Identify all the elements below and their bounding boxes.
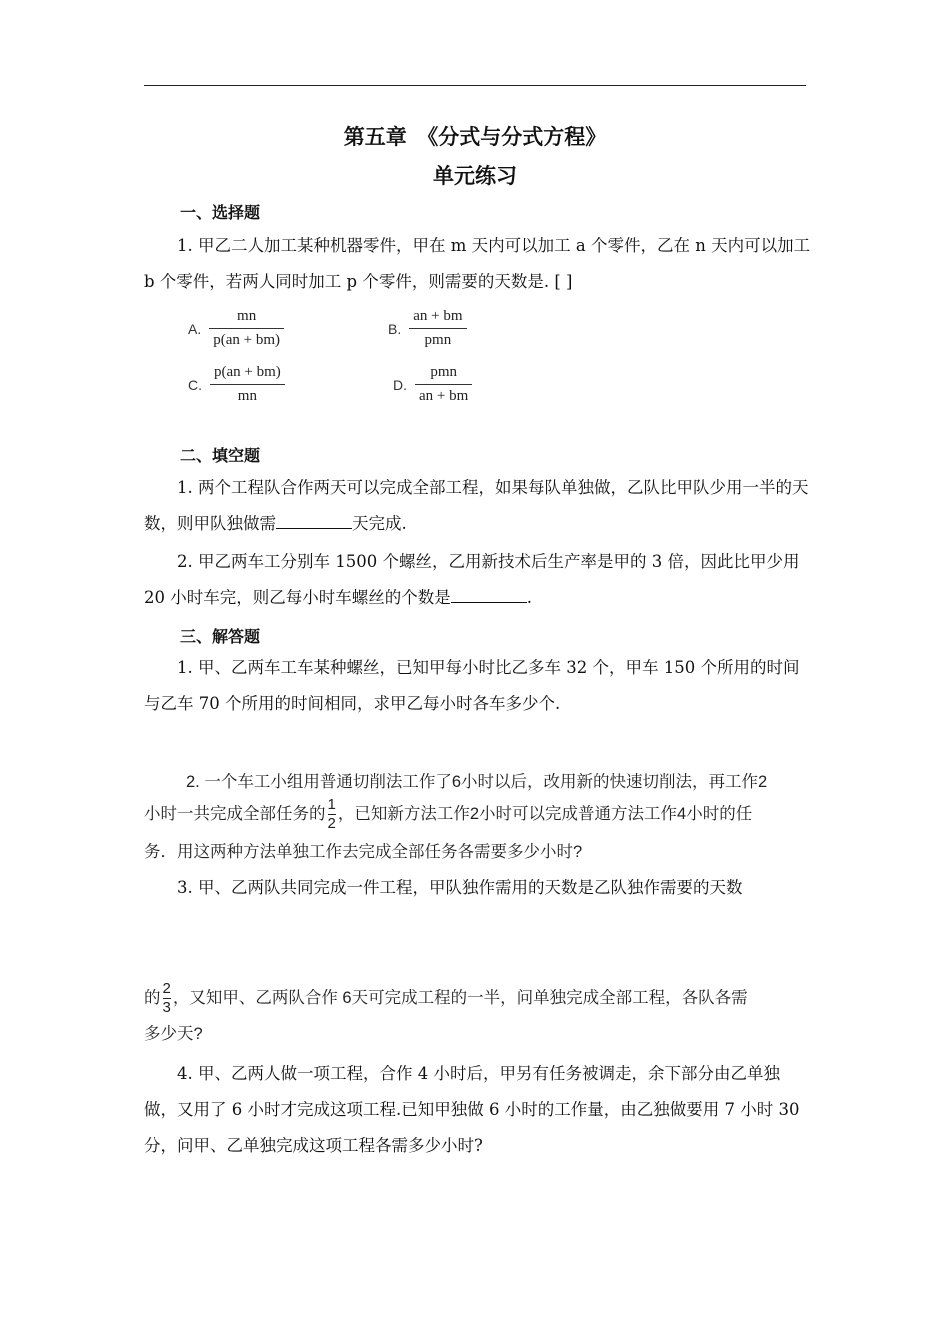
option-a-label: A. [188,320,202,337]
fill-question-1-text: 1. 两个工程队合作两天可以完成全部工程，如果每队单独做，乙队比甲队少用一半的天数，则甲队独做需 [144,478,809,533]
q2-text-a: 小时一共完成全部任务的 [144,805,326,823]
option-c-label: C. [188,376,202,393]
section-heading-choice: 一、选择题 [180,203,261,222]
answer-question-3-line-3: 多少天? [144,1025,203,1043]
option-b-denominator: pmn [424,332,452,348]
fill-question-1-tail: 天完成. [352,514,407,533]
option-a-fraction [209,308,284,349]
answer-question-3-line-2 [144,980,864,1017]
answer-blank[interactable] [276,527,352,529]
answer-question-3: 3. 甲、乙两队共同完成一件工程，甲队独作需用的天数是乙队独作需要的天数 [177,878,743,897]
option-b [388,308,467,349]
option-a [188,308,284,349]
option-d-numerator: pmn [430,364,457,380]
answer-question-2-line-2 [144,796,864,833]
answer-question-4: 4. 甲、乙两人做一项工程，合作 4 小时后，甲另有任务被调走，余下部分由乙单独做，又用了 6 小时才完成这项工程.已知甲独做 6 小时的工作量，由乙独做要用 7 小时 30 分，问甲、乙单独完成这项工程各需多少小时? [144,1064,800,1155]
option-c [188,364,285,405]
option-c-numerator: p(an + bm) [214,364,281,380]
page-subtitle: 单元练习 [433,163,517,188]
option-a-denominator: p(an + bm) [213,332,281,348]
fill-question-1 [144,470,812,542]
option-b-numerator: an + bm [413,308,463,324]
header-rule [144,85,806,86]
option-d [393,364,472,405]
option-a-numerator: mn [237,308,257,324]
option-d-fraction [415,364,472,405]
section-heading-fill: 二、填空题 [180,446,261,465]
choice-question-1: 1. 甲乙二人加工某种机器零件，甲在 m 天内可以加工 a 个零件，乙在 n 天内可以加工 b 个零件，若两人同时加工 p 个零件，则需要的天数是. [ ] [144,236,811,291]
answer-blank[interactable] [451,601,527,603]
fill-question-2-text: 2. 甲乙两车工分别车 1500 个螺丝，乙用新技术后生产率是甲的 3 倍，因此比甲少用 20 小时车完，则乙每小时车螺丝的个数是 [144,552,800,607]
option-c-denominator: mn [237,388,257,404]
answer-question-2-line-3: 务．用这两种方法单独工作去完成全部任务各需要多少小时? [144,843,583,861]
q3-text-b: ，又知甲、乙两队合作 6天可完成工程的一半，问单独完成全部工程，各队各需 [172,989,748,1007]
fraction-denominator: 2 [327,815,336,833]
answer-question-2-line-1: 2. 一个车工小组用普通切削法工作了6小时以后，改用新的快速切削法，再工作2 [186,773,768,791]
option-b-fraction [409,308,466,349]
section-heading-answer: 三、解答题 [180,627,261,646]
page-title: 第五章 《分式与分式方程》 [343,124,607,149]
option-d-label: D. [393,376,407,393]
answer-question-1: 1. 甲、乙两车工车某种螺丝，已知甲每小时比乙多车 32 个，甲车 150 个所用的时间与乙车 70 个所用的时间相同，求甲乙每小时各车多少个. [144,658,800,713]
fraction-numerator: 2 [162,980,171,998]
fill-question-2-tail: . [526,588,532,607]
one-half-fraction [328,796,336,833]
option-b-label: B. [388,320,402,337]
fraction-numerator: 1 [327,796,336,814]
two-thirds-fraction [163,980,171,1017]
fill-question-2 [144,544,812,616]
q3-text-a: 的 [144,989,161,1007]
option-c-fraction [210,364,285,405]
q2-text-b: ，已知新方法工作2小时可以完成普通方法工作4小时的任 [337,805,753,823]
fraction-denominator: 3 [162,999,171,1017]
option-d-denominator: an + bm [419,388,469,404]
